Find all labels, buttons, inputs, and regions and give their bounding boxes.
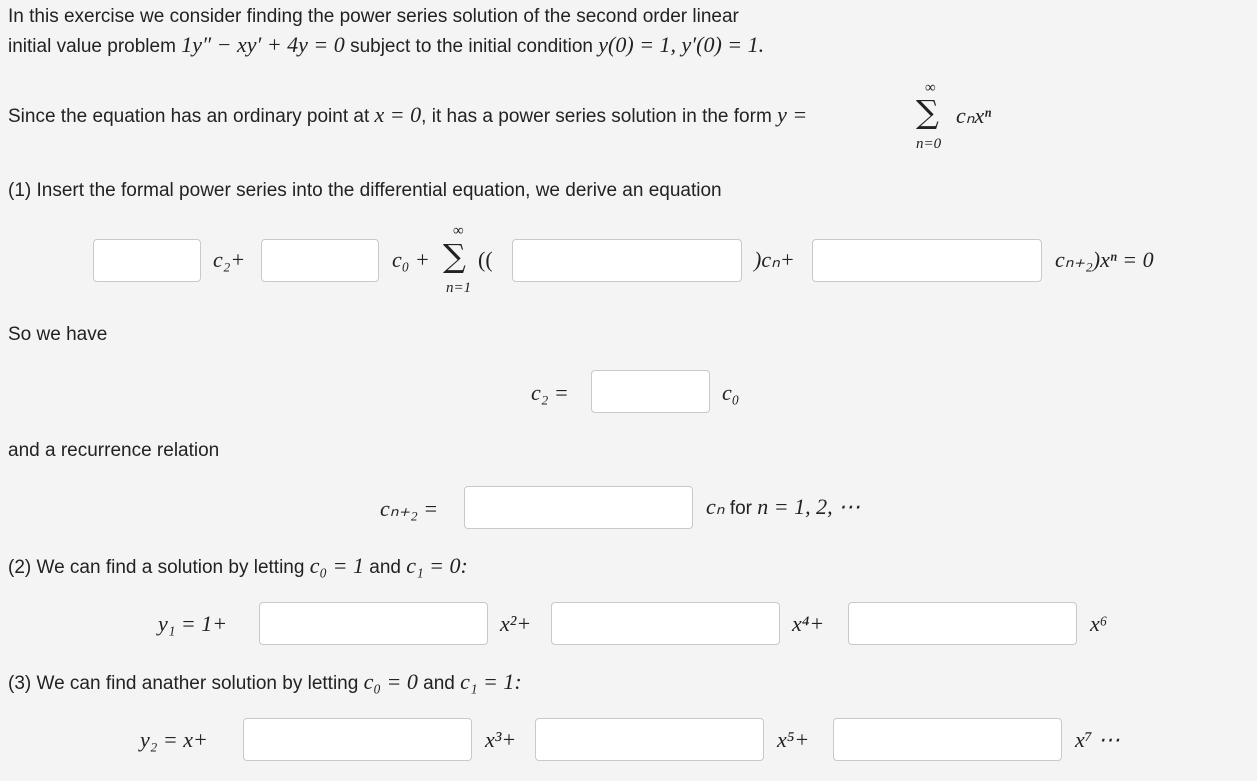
part3-c0: c₀ = 0 [363,669,418,694]
eq-c0-coefficient-input[interactable] [261,239,379,282]
y1-equals: y₁ = 1+ [158,611,228,636]
cn2-equals: cₙ₊₂ = [380,496,439,521]
part3-and: and [423,673,455,694]
sigma-icon: ∑ [916,93,939,131]
x5-plus: x⁵+ [777,727,810,752]
ordinary-text: Since the equation has an ordinary point at [8,106,370,127]
intro-line-2 [8,32,764,58]
c0-plus: c₀ + [392,247,430,272]
c2-input[interactable] [591,370,710,413]
ode-equation: 1y″ − xy′ + 4y = 0 [181,32,345,57]
ordinary-point: x = 0 [374,102,422,127]
open-parens: (( [478,247,493,272]
cn-plus: )cₙ+ [754,247,795,272]
cn-label: cₙ [706,494,725,519]
part1-heading: (1) Insert the formal power series into the differential equation, we derive an equation [8,180,722,201]
sum-upper-limit-2: ∞ [453,223,464,239]
eq-cn-coefficient-input[interactable] [512,239,742,282]
part2-c0: c₀ = 1 [309,553,364,578]
y1-x2-coefficient-input[interactable] [259,602,488,645]
part2-c1: c₁ = 0: [406,553,468,578]
so-we-have: So we have [8,324,108,345]
y2-equals: y₂ = x+ [140,727,208,752]
sigma-icon-2: ∑ [443,237,466,275]
x4-plus: x⁴+ [792,611,825,636]
part3-heading-text: (3) We can find anather solution by letting [8,673,359,694]
x7-ellipsis: x⁷ ⋯ [1075,727,1120,752]
sum-lower-limit: n=0 [916,136,942,152]
x2-plus: x²+ [500,611,532,636]
part2-and: and [369,557,401,578]
y-equals: y = [777,102,808,127]
y1-x4-coefficient-input[interactable] [551,602,780,645]
for-text: for [729,498,752,519]
series-form-text: , it has a power series solution in the form [421,106,772,127]
x6: x⁶ [1090,611,1108,636]
intro-line-1: In this exercise we consider finding the power series solution of the second order linear [8,6,739,27]
recurrence-tail [706,494,860,520]
sum-upper-limit: ∞ [925,80,936,96]
part3-heading [8,669,522,695]
recurrence-input[interactable] [464,486,693,529]
equation-tail: cₙ₊₂)xⁿ = 0 [1055,247,1154,272]
eq-cn2-coefficient-input[interactable] [812,239,1042,282]
sum-lower-limit-2: n=1 [446,280,472,296]
n-range: n = 1, 2, ⋯ [757,494,861,519]
y2-x7-coefficient-input[interactable] [833,718,1062,761]
eq-c2-coefficient-input[interactable] [93,239,201,282]
c2-plus: c₂+ [213,247,246,272]
subject-text: subject to the initial condition [350,36,593,57]
y1-x6-coefficient-input[interactable] [848,602,1077,645]
part3-c1: c₁ = 1: [460,669,522,694]
part2-heading-text: (2) We can find a solution by letting [8,557,305,578]
c2-equals: c₂ = [531,380,569,405]
c0-label: c₀ [722,380,740,405]
x3-plus: x³+ [485,727,517,752]
initial-conditions: y(0) = 1, y′(0) = 1. [598,32,765,57]
recurrence-text: and a recurrence relation [8,440,220,461]
intro-text: initial value problem [8,36,176,57]
series-term: cₙxⁿ [956,103,992,128]
y2-x3-coefficient-input[interactable] [243,718,472,761]
part2-heading [8,553,468,579]
y2-x5-coefficient-input[interactable] [535,718,764,761]
ordinary-point-line [8,102,807,128]
